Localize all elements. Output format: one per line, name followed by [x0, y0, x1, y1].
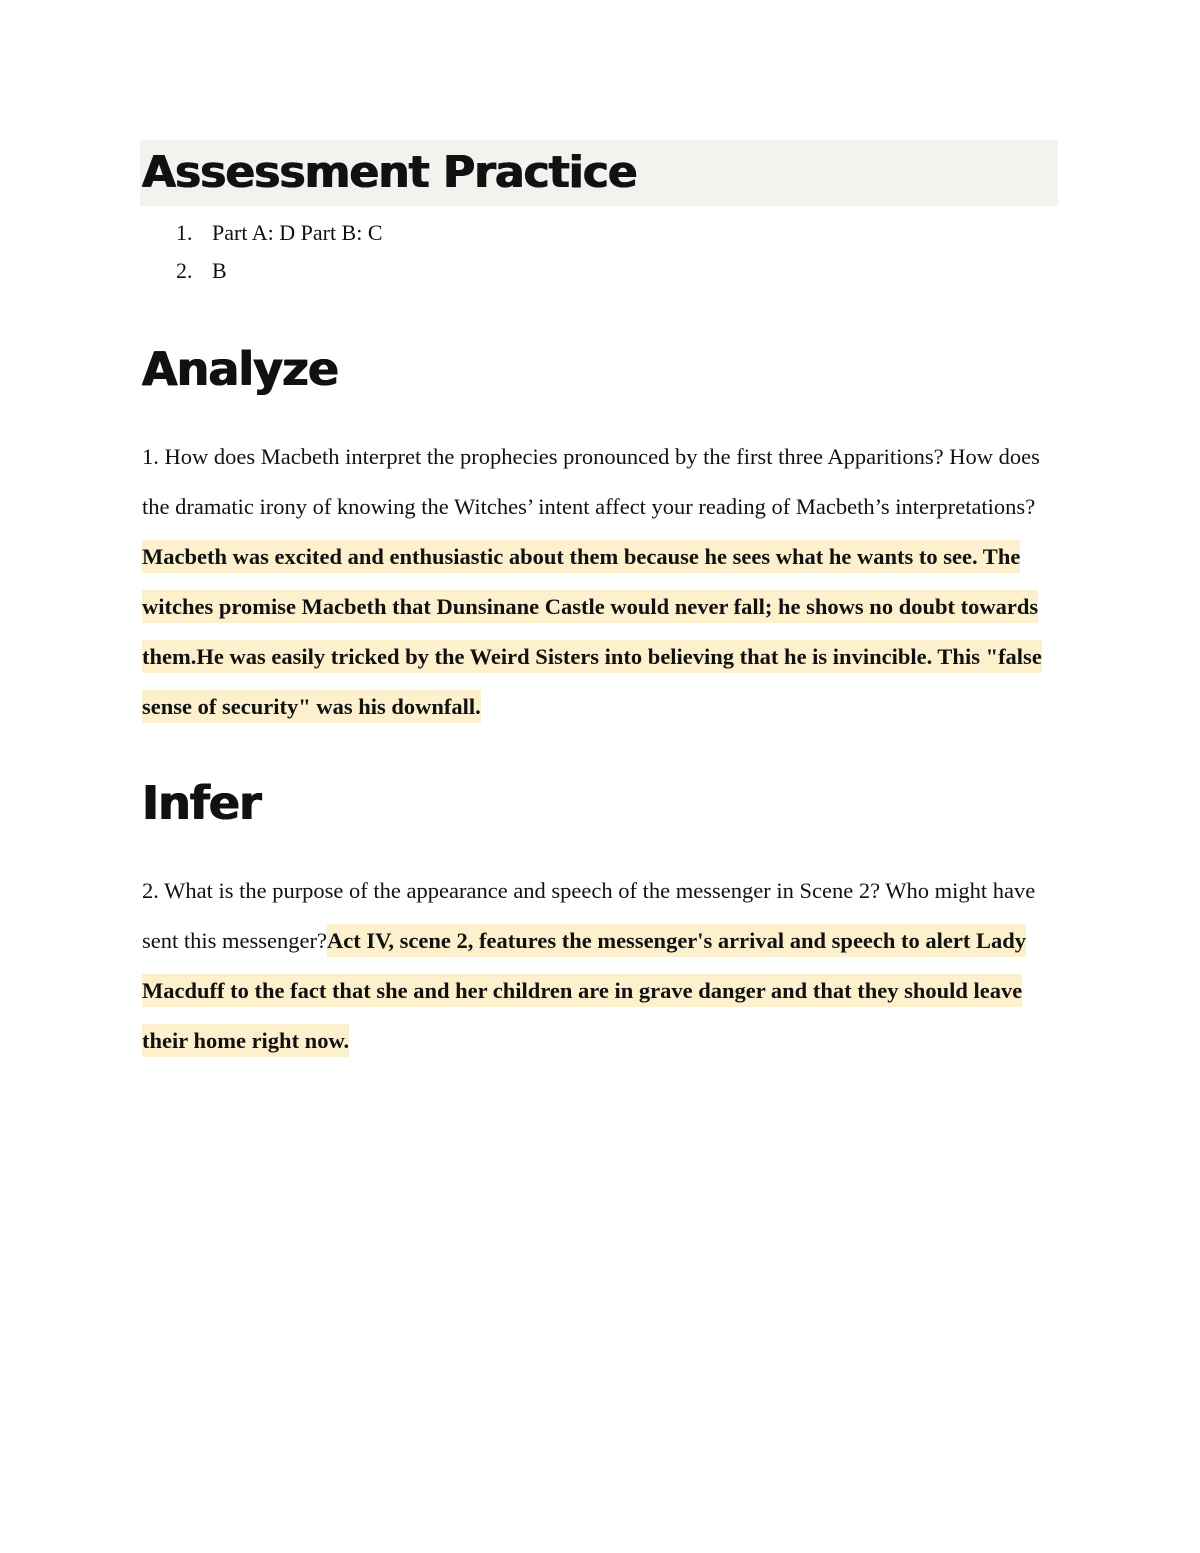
page-title: Assessment Practice — [142, 147, 637, 198]
analyze-question: 1. How does Macbeth interpret the prophecies pronounced by the first three Apparitions? How does the dramatic irony of knowing the Witches’ intent affect your reading of Macbeth’s interpretations? — [142, 444, 1040, 519]
list-item — [176, 252, 383, 290]
analyze-heading: Analyze — [142, 342, 339, 396]
analyze-answer-highlight: Macbeth was excited and enthusiastic about them because he sees what he wants to see. The witches promise Macbeth that Dunsinane Castle would never fall; he shows no doubt towards them.He was easily tricked by the Weird Sisters into believing that he is invincible. This "false sense of security" was his downfall. — [142, 540, 1042, 723]
infer-paragraph — [142, 866, 1057, 1066]
answer-list — [176, 214, 383, 290]
list-item-number: 1. — [176, 220, 193, 245]
list-item-text: B — [212, 258, 227, 283]
list-item — [176, 214, 383, 252]
title-band — [140, 140, 1058, 206]
infer-heading: Infer — [142, 776, 261, 830]
list-item-number: 2. — [176, 258, 193, 283]
infer-answer-highlight: Act IV, scene 2, features the messenger's arrival and speech to alert Lady Macduff to the fact that she and her children are in grave danger and that they should leave their home right now. — [142, 924, 1026, 1057]
infer-question: 2. What is the purpose of the appearance and speech of the messenger in Scene 2? Who might have sent this messenger? — [142, 878, 1036, 953]
analyze-paragraph — [142, 432, 1057, 732]
list-item-text: Part A: D Part B: C — [212, 220, 383, 245]
